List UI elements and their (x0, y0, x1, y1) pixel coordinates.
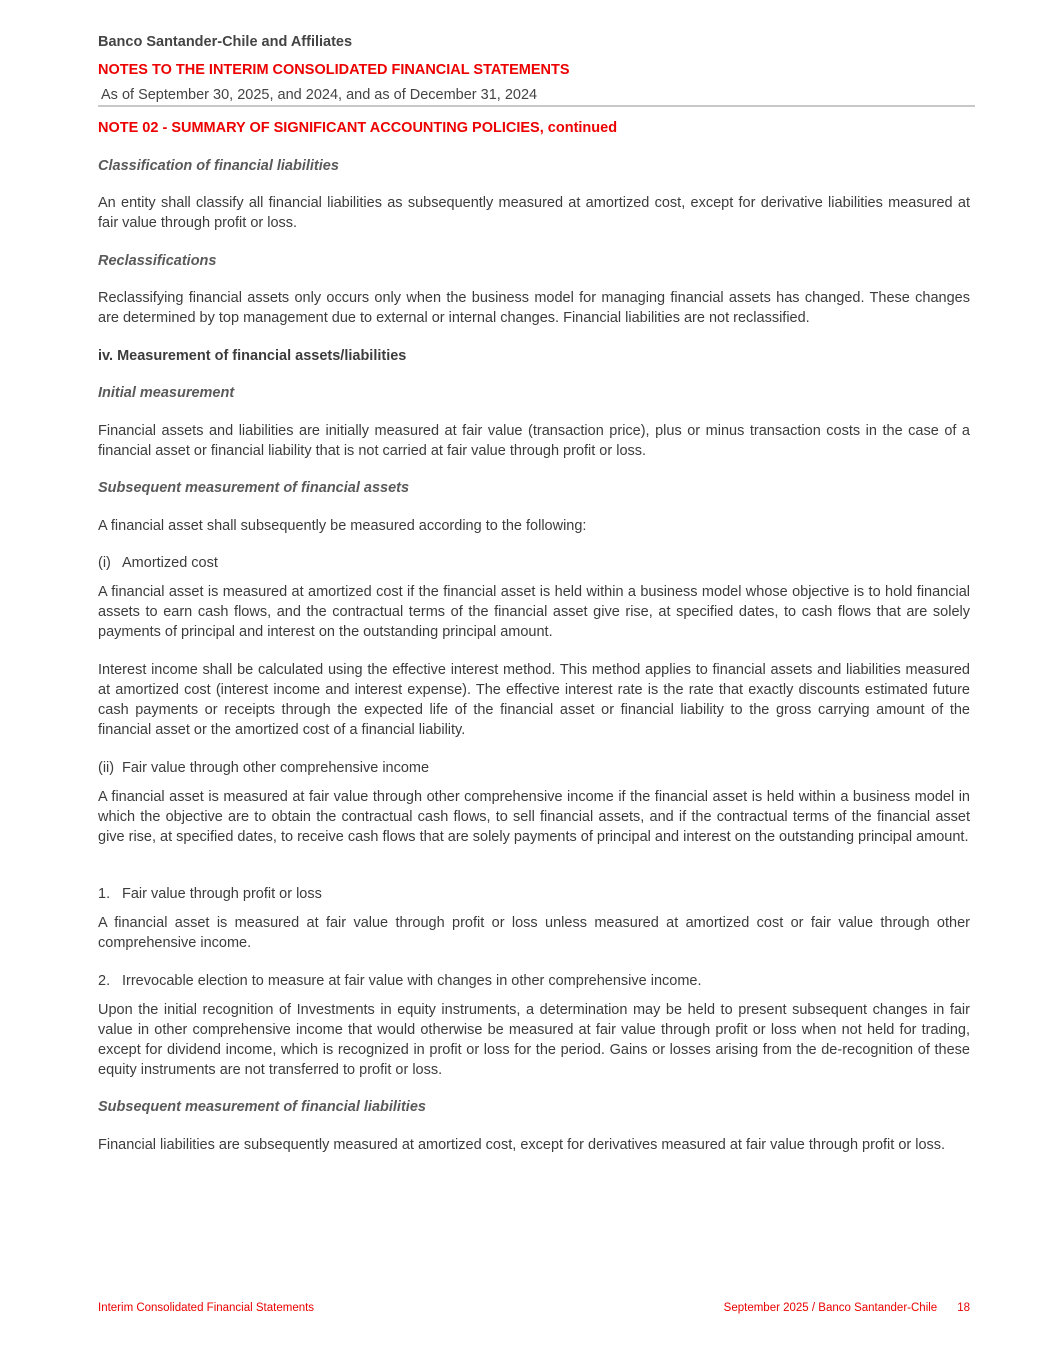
subsequent-assets-intro: A financial asset shall subsequently be measured according to the following: (98, 518, 587, 534)
footer-left-text: Interim Consolidated Financial Statements (98, 1302, 315, 1314)
item-i-heading (98, 553, 970, 573)
company-name: Banco Santander-Chile and Affiliates (98, 34, 353, 50)
item-i-paragraph-1: A financial asset is measured at amortized cost if the financial asset is held within a business model whose objective is to hold financial assets to earn cash flows, and the contractual terms of the financial asset give rise, at specified dates, to cash flows that are solely payments of principal and interest on the outstanding principal amount. (98, 584, 970, 640)
reclassifications-paragraph: Reclassifying financial assets only occurs only when the business model for managing financial assets has changed. These changes are determined by top management due to external or internal changes. Financial liabilities are not reclassified. (98, 290, 970, 326)
header-divider (98, 105, 975, 107)
item-1-title: Fair value through profit or loss (122, 886, 322, 902)
section-iv-heading: iv. Measurement of financial assets/liabilities (98, 348, 407, 364)
subsequent-liabilities-paragraph: Financial liabilities are subsequently measured at amortized cost, except for derivatives measured at fair value through profit or loss. (98, 1137, 946, 1153)
reclassifications-heading: Reclassifications (98, 253, 217, 269)
item-i-label: (i) (98, 555, 111, 571)
item-1-paragraph: A financial asset is measured at fair value through profit or loss unless measured at amortized cost or fair value through other comprehensive income. (98, 915, 970, 951)
date-line: As of September 30, 2025, and 2024, and as of December 31, 2024 (101, 87, 538, 103)
item-2-label: 2. (98, 973, 111, 989)
subsequent-assets-heading: Subsequent measurement of financial assets (98, 480, 410, 496)
subsequent-liabilities-heading: Subsequent measurement of financial liabilities (98, 1099, 426, 1115)
note-title: NOTE 02 - SUMMARY OF SIGNIFICANT ACCOUNTING POLICIES, continued (98, 120, 618, 136)
item-2-heading (98, 971, 970, 991)
item-ii-title: Fair value through other comprehensive income (122, 760, 430, 776)
initial-measurement-heading: Initial measurement (98, 385, 235, 401)
item-ii-label: (ii) (98, 760, 115, 776)
item-i-paragraph-2: Interest income shall be calculated using the effective interest method. This method applies to financial assets and liabilities measured at amortized cost (interest income and interest expense). The effective interest rate is the rate that exactly discounts estimated future cash payments or receipts through the expected life of the financial asset or financial liability to the gross carrying amount of the financial asset or the amortized cost of a financial liability. (98, 662, 970, 738)
item-1-label: 1. (98, 886, 111, 902)
item-ii-paragraph: A financial asset is measured at fair value through other comprehensive income if the financial asset is held within a business model in which the objective are to obtain the contractual cash flows, to sell financial assets, and if the contractual terms of the financial asset give rise, at specified dates, to receive cash flows that are solely payments of principal and interest on the outstanding principal amount. (98, 789, 970, 845)
initial-measurement-paragraph: Financial assets and liabilities are initially measured at fair value (transaction price), plus or minus transaction costs in the case of a financial asset or financial liability that is not carried at fair value through profit or loss. (98, 423, 970, 459)
classification-paragraph: An entity shall classify all financial liabilities as subsequently measured at amortized cost, except for derivative liabilities measured at fair value through profit or loss. (98, 195, 970, 231)
footer-right (724, 1302, 970, 1314)
page-number: 18 (957, 1302, 970, 1314)
item-1-heading (98, 884, 970, 904)
item-ii-heading (98, 758, 970, 778)
notes-title: NOTES TO THE INTERIM CONSOLIDATED FINANCIAL STATEMENTS (98, 62, 570, 78)
item-2-title: Irrevocable election to measure at fair value with changes in other comprehensive income. (122, 973, 702, 989)
footer-right-text: September 2025 / Banco Santander-Chile (723, 1302, 938, 1314)
classification-heading: Classification of financial liabilities (98, 158, 339, 174)
document-page (98, 0, 970, 1365)
item-2-paragraph: Upon the initial recognition of Investments in equity instruments, a determination may be held to present subsequent changes in fair value in other comprehensive income that would otherwise be measured at fair value through profit or loss when not held for trading, except for dividend income, which is recognized in profit or loss for the period. Gains or losses arising from the de-recognition of these equity instruments are not transferred to profit or loss. (98, 1002, 970, 1078)
item-i-title: Amortized cost (122, 555, 218, 571)
